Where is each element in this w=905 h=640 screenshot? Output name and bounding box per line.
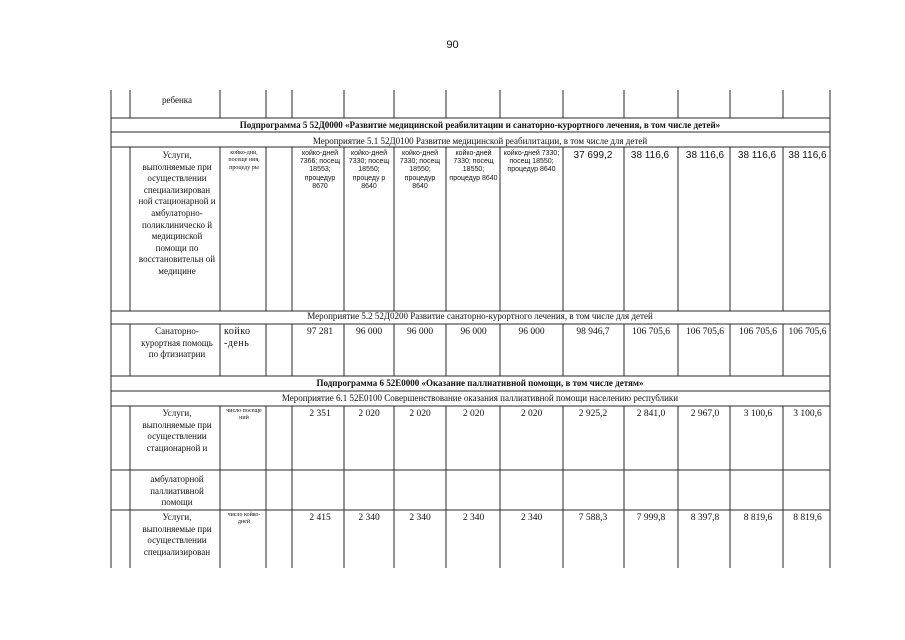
service-name-5-2: Санаторно-курортная помощь по фтизиатрии: [141, 326, 213, 360]
cell-5-1-c2: койко-дней 7366; посещ 18553; процедур 8670: [299, 150, 341, 190]
cell-5-1-c5: койко-дней 7330; посещ 18550; процедур 8640: [449, 150, 498, 182]
cell-6-1a-c4: 2 020: [409, 409, 431, 419]
cell-6-1a-c11: 3 100,6: [793, 409, 822, 419]
cell-6-1a-c10: 3 100,6: [743, 409, 773, 419]
cell-5-2-c10: 106 705,6: [739, 327, 777, 337]
cell-5-2-c8: 106 705,6: [632, 327, 670, 337]
cell-6-1a-c9: 2 967,0: [690, 409, 720, 419]
unit-6-2: число койко-дней: [227, 512, 261, 526]
cell-6-2-c2: 2 415: [309, 513, 331, 523]
service-name-5-1: Услуги, выполняемые при осуществлении специализирован ной стационарной и амбулаторно-поликлиническо й медицинской помощи по восстановительн ой медицине: [138, 150, 216, 276]
cell-6-1a-c2: 2 351: [309, 409, 331, 419]
subprogram-6-header: Подпрограмма 6 52Е0000 «Оказание паллиативной помощи, в том числе детям»: [316, 378, 644, 388]
service-name-6-1a: Услуги, выполняемые при осуществлении стационарной и: [142, 408, 212, 453]
unit-6-1a: число посеще ний: [226, 408, 262, 422]
cell-6-1a-c8: 2 841,0: [636, 409, 666, 419]
subprogram-5-header: Подпрограмма 5 52Д0000 «Развитие медицинской реабилитации и санаторно-курортного лечения, в том числе детей»: [239, 120, 721, 130]
cell-5-1-c4: койко-дней 7330; посещ 18550; процедур 8640: [399, 150, 441, 190]
service-name-6-2: Услуги, выполняемые при осуществлении специализирован: [142, 512, 212, 557]
cell-5-2-c3: 96 000: [355, 327, 383, 337]
cell-6-1a-c3: 2 020: [358, 409, 380, 419]
measure-5-1-header: Мероприятие 5.1 52Д0100 Развитие медицинской реабилитации, в том числе для детей: [312, 136, 648, 146]
cell-5-1-c9: 38 116,6: [685, 150, 725, 161]
cell-5-2-c9: 106 705,6: [686, 327, 724, 337]
cell-5-1-c7: 37 699,2: [573, 150, 613, 161]
cell-5-2-c4: 96 000: [406, 327, 434, 337]
cell-6-2-c8: 7 999,8: [636, 513, 666, 523]
cell-5-2-c6: 96 000: [518, 327, 545, 337]
cell-6-2-c6: 2 340: [520, 513, 543, 523]
cell-6-1a-c6: 2 020: [520, 409, 543, 419]
cell-6-1a-c5: 2 020: [462, 409, 485, 419]
cell-5-1-c10: 38 116,6: [737, 150, 777, 161]
measure-6-1-header: Мероприятие 6.1 52Е0100 Совершенствование оказания паллиативной помощи населению республики: [281, 393, 679, 403]
cell-5-2-c11: 106 705,6: [788, 327, 827, 337]
cell-6-2-c4: 2 340: [409, 513, 431, 523]
measure-5-2-header: Мероприятие 5.2 52Д0200 Развитие санаторно-курортного лечения, в том числе для детей: [307, 311, 653, 321]
cell-5-1-c11: 38 116,6: [788, 150, 827, 161]
service-name-6-1b: амбулаторной паллиативной помощи: [150, 474, 204, 508]
cell-6-2-c7: 7 588,3: [578, 513, 608, 523]
page-number: 90: [446, 39, 459, 51]
cell-6-2-c5: 2 340: [462, 513, 485, 523]
cell-5-1-c8: 38 116,6: [630, 150, 670, 161]
cell-6-2-c11: 8 819,6: [793, 513, 822, 523]
cell-6-2-c3: 2 340: [358, 513, 380, 523]
continuation-text: ребенка: [162, 95, 192, 105]
cell-5-2-c5: 96 000: [460, 327, 487, 337]
cell-5-1-c6: койко-дней 7330; посещ 18550; процедур 8640: [503, 150, 560, 174]
cell-6-2-c9: 8 397,8: [690, 513, 720, 523]
cell-6-1a-c7: 2 925,2: [578, 409, 608, 419]
cell-5-2-c2: 97 281: [306, 327, 334, 337]
cell-5-1-c3: койко-дней 7330; посещ 18550; процеду р 8640: [348, 150, 390, 190]
unit-5-2: койко -день: [224, 326, 251, 349]
cell-6-2-c10: 8 819,6: [743, 513, 773, 523]
cell-5-2-c7: 98 946,7: [576, 327, 610, 337]
unit-5-1: койко-дни, посеще ния, процеду ры: [228, 150, 260, 171]
